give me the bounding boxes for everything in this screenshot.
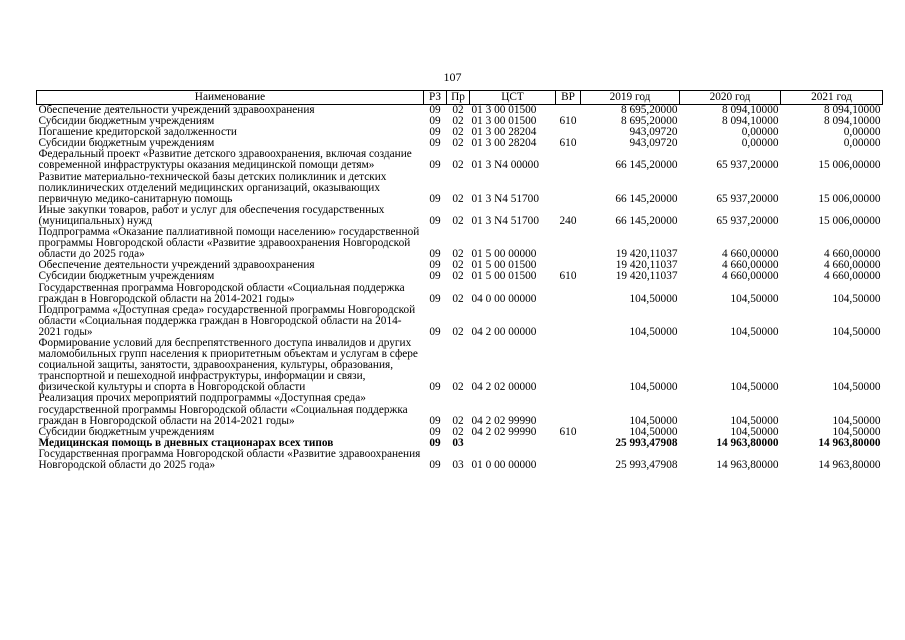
cell-rz: 09 bbox=[429, 248, 441, 261]
budget-table bbox=[36, 90, 883, 471]
cell-2019: 943,09720 bbox=[629, 137, 678, 150]
cell-name: Медицинская помощь в дневных стационарах всех типов bbox=[38, 436, 334, 449]
cell-2019: 104,50000 bbox=[629, 292, 678, 305]
cell-rz: 09 bbox=[429, 115, 441, 128]
cell-2019: 19 420,11037 bbox=[615, 259, 678, 272]
header-2021: 2021 год bbox=[781, 91, 883, 105]
cell-name: Формирование условий для беспрепятственного доступа инвалидов и других маломобильных групп населения к приоритетным объектам и услугам в сфере социальной защиты, занятости, здравоохранения, культуры, образования, транспортной и пешеходной инфраструктуры, информации и связи, физической культуры и спорта в Новгородской области bbox=[38, 336, 418, 394]
cell-cst bbox=[470, 438, 556, 449]
cell-2021: 104,50000 bbox=[832, 425, 881, 438]
table-row bbox=[37, 449, 883, 471]
cell-rz: 09 bbox=[429, 436, 441, 449]
cell-2021: 0,00000 bbox=[843, 126, 881, 139]
cell-2019: 25 993,47908 bbox=[615, 459, 678, 471]
cell-2020: 8 094,10000 bbox=[722, 115, 779, 128]
cell-pr: 02 bbox=[452, 214, 464, 227]
cell-vr: 610 bbox=[559, 270, 577, 283]
cell-2020: 65 937,20000 bbox=[716, 159, 779, 172]
cell-2019: 8 695,20000 bbox=[621, 115, 678, 128]
table-row bbox=[37, 271, 883, 282]
cell-name: Государственная программа Новгородской области «Социальная поддержка граждан в Новгородской области на 2014-2021 годы» bbox=[38, 281, 405, 305]
cell-name: Подпрограмма «Оказание паллиативной помощи населению» государственной программы Новгородской области «Развитие здравоохранения Новгородской области до 2025 года» bbox=[38, 226, 420, 261]
cell-2019: 943,09720 bbox=[629, 126, 678, 139]
cell-pr: 02 bbox=[452, 259, 464, 272]
cell-2021: 15 006,00000 bbox=[818, 214, 881, 227]
header-name: Наименование bbox=[37, 91, 424, 105]
table-row bbox=[37, 172, 883, 205]
cell-2021: 104,50000 bbox=[832, 381, 881, 394]
cell-name: Государственная программа Новгородской области «Развитие здравоохранения Новгородской области до 2025 года» bbox=[38, 447, 421, 471]
cell-vr: 240 bbox=[559, 214, 577, 227]
cell-name: Подпрограмма «Доступная среда» государственной программы Новгородской области «Социальная поддержка граждан в Новгородской области на 2014-2021 годы» bbox=[38, 303, 416, 338]
cell-cst: 01 5 00 01500 bbox=[471, 270, 537, 283]
cell-cst: 01 3 00 01500 bbox=[471, 104, 537, 116]
cell-rz: 09 bbox=[429, 325, 441, 338]
cell-2020: 8 094,10000 bbox=[722, 104, 779, 116]
header-pr: Пр bbox=[447, 91, 470, 105]
header-cst: ЦСТ bbox=[470, 91, 556, 105]
cell-vr: 610 bbox=[559, 137, 577, 150]
cell-rz: 09 bbox=[429, 425, 441, 438]
cell-name: Иные закупки товаров, работ и услуг для обеспечения государственных (муниципальных) нужд bbox=[38, 203, 385, 227]
cell-2019: 8 695,20000 bbox=[621, 104, 678, 116]
cell-pr: 02 bbox=[452, 126, 464, 139]
cell-2021: 4 660,00000 bbox=[824, 259, 881, 272]
cell-pr: 02 bbox=[452, 425, 464, 438]
cell-cst: 01 3 00 01500 bbox=[471, 115, 537, 128]
header-2019: 2019 год bbox=[581, 91, 680, 105]
cell-2020: 65 937,20000 bbox=[716, 214, 779, 227]
cell-cst: 04 2 02 00000 bbox=[471, 381, 537, 394]
cell-name: Субсидии бюджетным учреждениям bbox=[38, 137, 215, 150]
cell-vr bbox=[556, 172, 581, 205]
cell-cst: 01 3 N4 00000 bbox=[471, 159, 539, 172]
table-row bbox=[37, 393, 883, 426]
cell-2021: 0,00000 bbox=[843, 137, 881, 150]
cell-pr: 02 bbox=[452, 248, 464, 261]
table-row bbox=[37, 305, 883, 338]
cell-2021: 14 963,80000 bbox=[818, 459, 881, 471]
cell-2019: 104,50000 bbox=[629, 325, 678, 338]
cell-pr: 03 bbox=[452, 459, 464, 471]
cell-cst: 04 0 00 00000 bbox=[471, 292, 537, 305]
cell-rz: 09 bbox=[429, 214, 441, 227]
cell-rz: 09 bbox=[429, 292, 441, 305]
cell-rz: 09 bbox=[429, 381, 441, 394]
table-header-row bbox=[37, 91, 883, 105]
cell-vr bbox=[556, 305, 581, 338]
cell-pr: 02 bbox=[452, 192, 464, 205]
cell-2021: 104,50000 bbox=[832, 325, 881, 338]
table-body bbox=[37, 105, 883, 472]
cell-rz: 09 bbox=[429, 104, 441, 116]
cell-name: Субсидии бюджетным учреждениям bbox=[38, 425, 215, 438]
cell-name: Субсидии бюджетным учреждениям bbox=[38, 115, 215, 128]
cell-2020: 0,00000 bbox=[741, 137, 779, 150]
cell-rz: 09 bbox=[429, 259, 441, 272]
cell-2021: 8 094,10000 bbox=[824, 104, 881, 116]
cell-vr bbox=[556, 449, 581, 471]
table-row bbox=[37, 149, 883, 171]
table-row bbox=[37, 283, 883, 305]
header-vr: ВР bbox=[556, 91, 581, 105]
table-row bbox=[37, 205, 883, 227]
cell-vr bbox=[556, 149, 581, 171]
cell-2019: 104,50000 bbox=[629, 425, 678, 438]
cell-cst: 01 3 00 28204 bbox=[471, 137, 537, 150]
cell-2019: 66 145,20000 bbox=[615, 214, 678, 227]
cell-cst: 01 5 00 01500 bbox=[471, 259, 537, 272]
cell-name: Обеспечение деятельности учреждений здравоохранения bbox=[38, 259, 315, 272]
cell-rz: 09 bbox=[429, 192, 441, 205]
cell-pr: 02 bbox=[452, 414, 464, 427]
page-number: 107 bbox=[443, 70, 462, 84]
cell-2019: 19 420,11037 bbox=[615, 248, 678, 261]
cell-rz: 09 bbox=[429, 126, 441, 139]
cell-cst: 01 0 00 00000 bbox=[471, 459, 537, 471]
cell-name: Субсидии бюджетным учреждениям bbox=[38, 270, 215, 283]
cell-cst: 04 2 02 99990 bbox=[471, 414, 537, 427]
cell-2021: 15 006,00000 bbox=[818, 192, 881, 205]
cell-pr: 02 bbox=[452, 115, 464, 128]
cell-pr: 02 bbox=[452, 104, 464, 116]
header-rz: РЗ bbox=[424, 91, 447, 105]
cell-2020: 65 937,20000 bbox=[716, 192, 779, 205]
cell-rz: 09 bbox=[429, 137, 441, 150]
cell-rz: 09 bbox=[429, 414, 441, 427]
cell-2020: 104,50000 bbox=[730, 325, 779, 338]
cell-2021: 104,50000 bbox=[832, 292, 881, 305]
cell-2021: 104,50000 bbox=[832, 414, 881, 427]
cell-cst: 04 2 02 99990 bbox=[471, 425, 537, 438]
table-row bbox=[37, 338, 883, 393]
cell-2019: 104,50000 bbox=[629, 381, 678, 394]
cell-2020: 4 660,00000 bbox=[722, 259, 779, 272]
table-row bbox=[37, 227, 883, 260]
cell-pr: 02 bbox=[452, 292, 464, 305]
cell-2020: 14 963,80000 bbox=[716, 436, 779, 449]
cell-pr: 02 bbox=[452, 381, 464, 394]
cell-2020: 14 963,80000 bbox=[716, 459, 779, 471]
cell-vr: 610 bbox=[559, 115, 577, 128]
cell-2021: 4 660,00000 bbox=[824, 248, 881, 261]
cell-rz: 09 bbox=[429, 270, 441, 283]
cell-vr bbox=[556, 438, 581, 449]
cell-2021: 14 963,80000 bbox=[818, 436, 881, 449]
cell-cst: 01 5 00 00000 bbox=[471, 248, 537, 261]
cell-2020: 0,00000 bbox=[741, 126, 779, 139]
cell-2019: 19 420,11037 bbox=[615, 270, 678, 283]
cell-rz: 09 bbox=[429, 159, 441, 172]
cell-2021: 15 006,00000 bbox=[818, 159, 881, 172]
cell-2020: 104,50000 bbox=[730, 381, 779, 394]
cell-name: Погашение кредиторской задолженности bbox=[38, 126, 237, 139]
cell-pr: 02 bbox=[452, 137, 464, 150]
cell-2019: 104,50000 bbox=[629, 414, 678, 427]
cell-2019: 66 145,20000 bbox=[615, 192, 678, 205]
cell-name: Реализация прочих мероприятий подпрограммы «Доступная среда» государственной программы Новгородской области «Социальная поддержка граждан в Новгородской области на 2014-2021 годы» bbox=[38, 392, 408, 427]
cell-rz: 09 bbox=[429, 459, 441, 471]
cell-pr: 02 bbox=[452, 270, 464, 283]
cell-pr: 02 bbox=[452, 325, 464, 338]
cell-2020: 4 660,00000 bbox=[722, 248, 779, 261]
cell-cst: 04 2 00 00000 bbox=[471, 325, 537, 338]
header-2020: 2020 год bbox=[680, 91, 781, 105]
cell-name: Федеральный проект «Развитие детского здравоохранения, включая создание современной инфраструктуры оказания медицинской помощи детям» bbox=[38, 148, 412, 172]
cell-2019: 25 993,47908 bbox=[615, 436, 678, 449]
cell-2020: 104,50000 bbox=[730, 292, 779, 305]
cell-vr: 610 bbox=[559, 425, 577, 438]
cell-pr: 03 bbox=[452, 436, 464, 449]
cell-2021: 4 660,00000 bbox=[824, 270, 881, 283]
cell-cst: 01 3 N4 51700 bbox=[471, 192, 539, 205]
cell-vr bbox=[556, 227, 581, 260]
cell-2019: 66 145,20000 bbox=[615, 159, 678, 172]
cell-2020: 104,50000 bbox=[730, 425, 779, 438]
cell-2021: 8 094,10000 bbox=[824, 115, 881, 128]
cell-2020: 4 660,00000 bbox=[722, 270, 779, 283]
cell-vr bbox=[556, 393, 581, 426]
cell-name: Обеспечение деятельности учреждений здравоохранения bbox=[38, 104, 315, 116]
cell-pr: 02 bbox=[452, 159, 464, 172]
cell-cst: 01 3 00 28204 bbox=[471, 126, 537, 139]
cell-name: Развитие материально-технической базы детских поликлиник и детских поликлинических отделений медицинских организаций, оказывающих первичную медико-санитарную помощь bbox=[38, 170, 387, 205]
cell-cst: 01 3 N4 51700 bbox=[471, 214, 539, 227]
cell-2020: 104,50000 bbox=[730, 414, 779, 427]
cell-vr bbox=[556, 338, 581, 393]
cell-vr bbox=[556, 283, 581, 305]
